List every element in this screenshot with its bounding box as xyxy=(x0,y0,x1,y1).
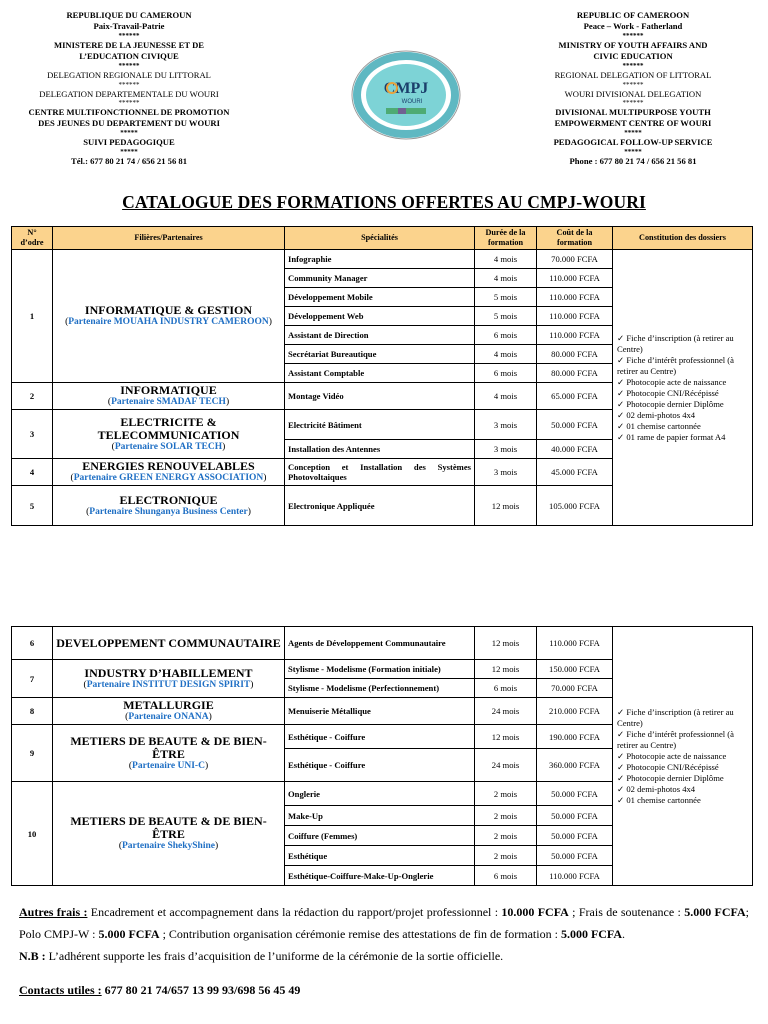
duree-cell: 12 mois xyxy=(475,660,537,679)
contacts: Contacts utiles : 677 80 21 74/657 13 99 93/698 56 45 49 xyxy=(19,983,301,997)
cout-cell: 150.000 FCFA xyxy=(537,660,613,679)
specialite-cell: Make-Up xyxy=(285,806,475,826)
specialite-cell: Montage Vidéo xyxy=(285,383,475,410)
duree-cell: 3 mois xyxy=(475,459,537,486)
partner-name: (Partenaire SMADAF TECH) xyxy=(107,397,230,407)
header-line: SUIVI PEDAGOGIQUE xyxy=(83,137,175,148)
cout-cell: 65.000 FCFA xyxy=(537,383,613,410)
specialite-cell: Electronique Appliquée xyxy=(285,486,475,526)
cout-cell: 210.000 FCFA xyxy=(537,698,613,725)
partner-name: (Partenaire ShekyShine) xyxy=(118,841,219,851)
cout-cell: 50.000 FCFA xyxy=(537,782,613,806)
cmpj-logo xyxy=(350,50,462,140)
dossier-item: ✓ Photocopie dernier Diplôme xyxy=(617,398,724,409)
nb-note: N.B : L’adhérent supporte les frais d’acquisition de l’uniforme de la cérémonie de la sortie officielle. xyxy=(19,949,504,963)
filiere-name: INDUSTRY D’HABILLEMENT xyxy=(84,665,253,680)
filiere-cell xyxy=(53,627,285,660)
header-line: REPUBLIC OF CAMEROON xyxy=(576,10,690,20)
specialite-cell: Esthétique xyxy=(285,846,475,866)
header-line: ***** xyxy=(624,148,642,157)
filiere-cell xyxy=(53,782,285,886)
specialite-cell: Développement Mobile xyxy=(285,288,475,307)
header-left xyxy=(18,10,240,167)
specialite-cell: Esthétique - Coiffure xyxy=(285,749,475,782)
filiere-cell xyxy=(53,660,285,698)
header-line: ***** xyxy=(120,129,138,138)
cout-cell: 50.000 FCFA xyxy=(537,806,613,826)
cout-cell: 110.000 FCFA xyxy=(537,307,613,326)
header-line: REPUBLIQUE DU CAMEROUN xyxy=(66,10,192,20)
specialite-cell: Assistant Comptable xyxy=(285,364,475,383)
specialite-cell: Assistant de Direction xyxy=(285,326,475,345)
duree-cell: 6 mois xyxy=(475,364,537,383)
cout-cell: 50.000 FCFA xyxy=(537,826,613,846)
filiere-name: INFORMATIQUE xyxy=(120,383,217,397)
table-row xyxy=(12,627,753,660)
specialite-cell: Onglerie xyxy=(285,782,475,806)
filiere-name: METIERS DE BEAUTE & DE BIEN-ÊTRE xyxy=(70,733,267,761)
cout-cell: 70.000 FCFA xyxy=(537,679,613,698)
filiere-cell xyxy=(53,410,285,459)
duree-cell: 2 mois xyxy=(475,782,537,806)
cout-cell: 110.000 FCFA xyxy=(537,866,613,886)
header-line: PEDAGOGICAL FOLLOW-UP SERVICE xyxy=(553,137,713,148)
row-number: 1 xyxy=(12,250,53,383)
duree-cell: 2 mois xyxy=(475,826,537,846)
dossier-item: ✓ Photocopie acte de naissance xyxy=(617,376,727,387)
cout-cell: 105.000 FCFA xyxy=(537,486,613,526)
logo-subtext: WOURI xyxy=(401,99,423,105)
filiere-name: ELECTRONIQUE xyxy=(119,492,218,507)
header-line: ***** xyxy=(624,129,642,138)
cout-cell: 45.000 FCFA xyxy=(537,459,613,486)
header-line: Paix-Travail-Patrie xyxy=(93,20,165,31)
filiere-name: METALLURGIE xyxy=(123,698,214,712)
table-row xyxy=(12,250,753,269)
header-line: ****** xyxy=(622,80,644,89)
dossier-item: ✓ Fiche d’intérêt professionnel (à retirer au Centre) xyxy=(617,354,734,376)
specialite-cell: Community Manager xyxy=(285,269,475,288)
header-line: L’EDUCATION CIVIQUE xyxy=(79,50,179,61)
dossier-item: ✓ Photocopie CNI/Récépissé xyxy=(617,761,719,772)
partner-name: (Partenaire GREEN ENERGY ASSOCIATION) xyxy=(70,473,267,483)
header-line: CIVIC EDUCATION xyxy=(593,50,673,61)
cout-cell: 190.000 FCFA xyxy=(537,725,613,749)
col-header-filiere: Filières/Partenaires xyxy=(53,227,285,250)
dossier-item: ✓ 01 chemise cartonnée xyxy=(617,420,701,431)
row-number: 6 xyxy=(12,627,53,660)
row-number: 2 xyxy=(12,383,53,410)
col-header-duree: Durée de la formation xyxy=(475,227,537,250)
header-line: CENTRE MULTIFONCTIONNEL DE PROMOTION xyxy=(28,107,230,118)
header-line: EMPOWERMENT CENTRE OF WOURI xyxy=(554,118,712,129)
filiere-name: ELECTRICITE & TELECOMMUNICATION xyxy=(97,414,240,442)
header-line: DIVISIONAL MULTIPURPOSE YOUTH xyxy=(555,107,711,118)
cout-cell: 50.000 FCFA xyxy=(537,846,613,866)
dossier-item: ✓ 01 chemise cartonnée xyxy=(617,794,701,805)
partner-name: (Partenaire ONANA) xyxy=(125,712,212,722)
specialite-cell: Stylisme - Modelisme (Perfectionnement) xyxy=(285,679,475,698)
duree-cell: 6 mois xyxy=(475,866,537,886)
cout-cell: 110.000 FCFA xyxy=(537,326,613,345)
row-number: 4 xyxy=(12,459,53,486)
header-line: WOURI DIVISIONAL DELEGATION xyxy=(564,88,702,99)
filiere-cell xyxy=(53,383,285,410)
duree-cell: 6 mois xyxy=(475,679,537,698)
duree-cell: 24 mois xyxy=(475,749,537,782)
filiere-cell xyxy=(53,486,285,526)
cout-cell: 360.000 FCFA xyxy=(537,749,613,782)
footer-notes xyxy=(19,901,749,967)
dossier-item: ✓ 02 demi-photos 4x4 xyxy=(617,783,696,794)
dossier-item: ✓ Photocopie dernier Diplôme xyxy=(617,772,724,783)
partner-name: (Partenaire MOUAHA INDUSTRY CAMEROON) xyxy=(65,317,272,327)
specialite-cell: Conception et Installation des Systèmes Photovoltaiques xyxy=(285,459,475,486)
partner-name: (Partenaire Shunganya Business Center) xyxy=(86,506,251,517)
filiere-cell xyxy=(53,459,285,486)
header-line: MINISTERE DE LA JEUNESSE ET DE xyxy=(53,39,205,50)
duree-cell: 12 mois xyxy=(475,627,537,660)
header-line: Peace – Work - Fatherland xyxy=(583,20,683,31)
dossier-cell xyxy=(613,250,753,526)
filiere-name: METIERS DE BEAUTE & DE BIEN-ÊTRE xyxy=(70,814,267,841)
duree-cell: 24 mois xyxy=(475,698,537,725)
duree-cell: 4 mois xyxy=(475,269,537,288)
header-right xyxy=(520,10,746,167)
header-line: ****** xyxy=(118,31,140,40)
col-header-num: N° d’odre xyxy=(12,227,53,250)
header-line: DELEGATION DEPARTEMENTALE DU WOURI xyxy=(39,88,219,99)
cout-cell: 80.000 FCFA xyxy=(537,364,613,383)
duree-cell: 4 mois xyxy=(475,250,537,269)
specialite-cell: Développement Web xyxy=(285,307,475,326)
cout-cell: 40.000 FCFA xyxy=(537,440,613,459)
page-title: CATALOGUE DES FORMATIONS OFFERTES AU CMPJ-WOURI xyxy=(122,192,646,212)
duree-cell: 2 mois xyxy=(475,846,537,866)
dossier-cell xyxy=(613,627,753,886)
header-line: Tél.: 677 80 21 74 / 656 21 56 81 xyxy=(70,156,187,167)
dossier-item: ✓ 01 rame de papier format A4 xyxy=(617,431,726,442)
duree-cell: 5 mois xyxy=(475,307,537,326)
specialite-cell: Secrétariat Bureautique xyxy=(285,345,475,364)
partner-name: (Partenaire UNI-C) xyxy=(128,760,209,771)
cout-cell: 110.000 FCFA xyxy=(537,627,613,660)
header-line: ****** xyxy=(622,61,644,70)
duree-cell: 3 mois xyxy=(475,410,537,440)
header-line: REGIONAL DELEGATION OF LITTORAL xyxy=(554,69,712,80)
row-number: 7 xyxy=(12,660,53,698)
dossier-item: ✓ Photocopie acte de naissance xyxy=(617,750,727,761)
cout-cell: 50.000 FCFA xyxy=(537,410,613,440)
cout-cell: 80.000 FCFA xyxy=(537,345,613,364)
cout-cell: 110.000 FCFA xyxy=(537,288,613,307)
dossier-item: ✓ Fiche d’intérêt professionnel (à retirer au Centre) xyxy=(617,728,734,750)
duree-cell: 4 mois xyxy=(475,383,537,410)
specialite-cell: Installation des Antennes xyxy=(285,440,475,459)
duree-cell: 4 mois xyxy=(475,345,537,364)
specialite-cell: Stylisme - Modelisme (Formation initiale) xyxy=(285,660,475,679)
specialite-cell: Esthétique-Coiffure-Make-Up-Onglerie xyxy=(285,866,475,886)
header-line: ****** xyxy=(118,80,140,89)
header-line: ***** xyxy=(120,148,138,157)
filiere-cell xyxy=(53,250,285,383)
duree-cell: 5 mois xyxy=(475,288,537,307)
filiere-name: INFORMATIQUE & GESTION xyxy=(84,303,253,317)
dossier-item: ✓ 02 demi-photos 4x4 xyxy=(617,409,696,420)
row-number: 3 xyxy=(12,410,53,459)
header-line: ****** xyxy=(622,31,644,40)
specialite-cell: Menuiserie Métallique xyxy=(285,698,475,725)
header-line: ****** xyxy=(118,99,140,108)
filiere-name: DEVELOPPEMENT COMMUNAUTAIRE xyxy=(56,635,281,650)
duree-cell: 2 mois xyxy=(475,806,537,826)
specialite-cell: Coiffure (Femmes) xyxy=(285,826,475,846)
specialite-cell: Esthétique - Coiffure xyxy=(285,725,475,749)
specialite-cell: Electricité Bâtiment xyxy=(285,410,475,440)
row-number: 9 xyxy=(12,725,53,782)
catalogue-table-2 xyxy=(11,626,753,886)
cout-cell: 70.000 FCFA xyxy=(537,250,613,269)
dossier-item: ✓ Photocopie CNI/Récépissé xyxy=(617,387,719,398)
specialite-cell: Agents de Développement Communautaire xyxy=(285,627,475,660)
col-header-cout: Coût de la formation xyxy=(537,227,613,250)
logo-text: CMPJ xyxy=(383,80,429,97)
header-line: MINISTRY OF YOUTH AFFAIRS AND xyxy=(558,39,708,50)
header-line: Phone : 677 80 21 74 / 656 21 56 81 xyxy=(569,156,697,167)
filiere-name: ENERGIES RENOUVELABLES xyxy=(82,459,255,473)
specialite-cell: Infographie xyxy=(285,250,475,269)
filiere-cell xyxy=(53,725,285,782)
partner-name: (Partenaire SOLAR TECH) xyxy=(111,441,226,452)
duree-cell: 3 mois xyxy=(475,440,537,459)
filiere-cell xyxy=(53,698,285,725)
header-line: ****** xyxy=(118,61,140,70)
row-number: 10 xyxy=(12,782,53,886)
row-number: 5 xyxy=(12,486,53,526)
dossier-item: ✓ Fiche d’inscription (à retirer au Centre) xyxy=(617,706,734,728)
dossier-item: ✓ Fiche d’inscription (à retirer au Centre) xyxy=(617,332,734,354)
autres-frais: Autres frais : Encadrement et accompagnement dans la rédaction du rapport/projet professionnel : 10.000 FCFA ; Frais de soutenance : 5.000 FCFA; Polo CMPJ-W : 5.000 FCFA ; Contribution organisation cérémonie remise des attestations de fin de formation : 5.000 FCFA. xyxy=(19,905,749,941)
duree-cell: 12 mois xyxy=(475,486,537,526)
col-header-specialite: Spécialités xyxy=(285,227,475,250)
header-line: ****** xyxy=(622,99,644,108)
col-header-dossier: Constitution des dossiers xyxy=(613,227,753,250)
row-number: 8 xyxy=(12,698,53,725)
duree-cell: 6 mois xyxy=(475,326,537,345)
duree-cell: 12 mois xyxy=(475,725,537,749)
header-line: DELEGATION REGIONALE DU LITTORAL xyxy=(47,69,211,80)
cout-cell: 110.000 FCFA xyxy=(537,269,613,288)
header-line: DES JEUNES DU DEPARTEMENT DU WOURI xyxy=(38,118,220,129)
partner-name: (Partenaire INSTITUT DESIGN SPIRIT) xyxy=(83,679,254,690)
catalogue-table-1 xyxy=(11,226,753,526)
